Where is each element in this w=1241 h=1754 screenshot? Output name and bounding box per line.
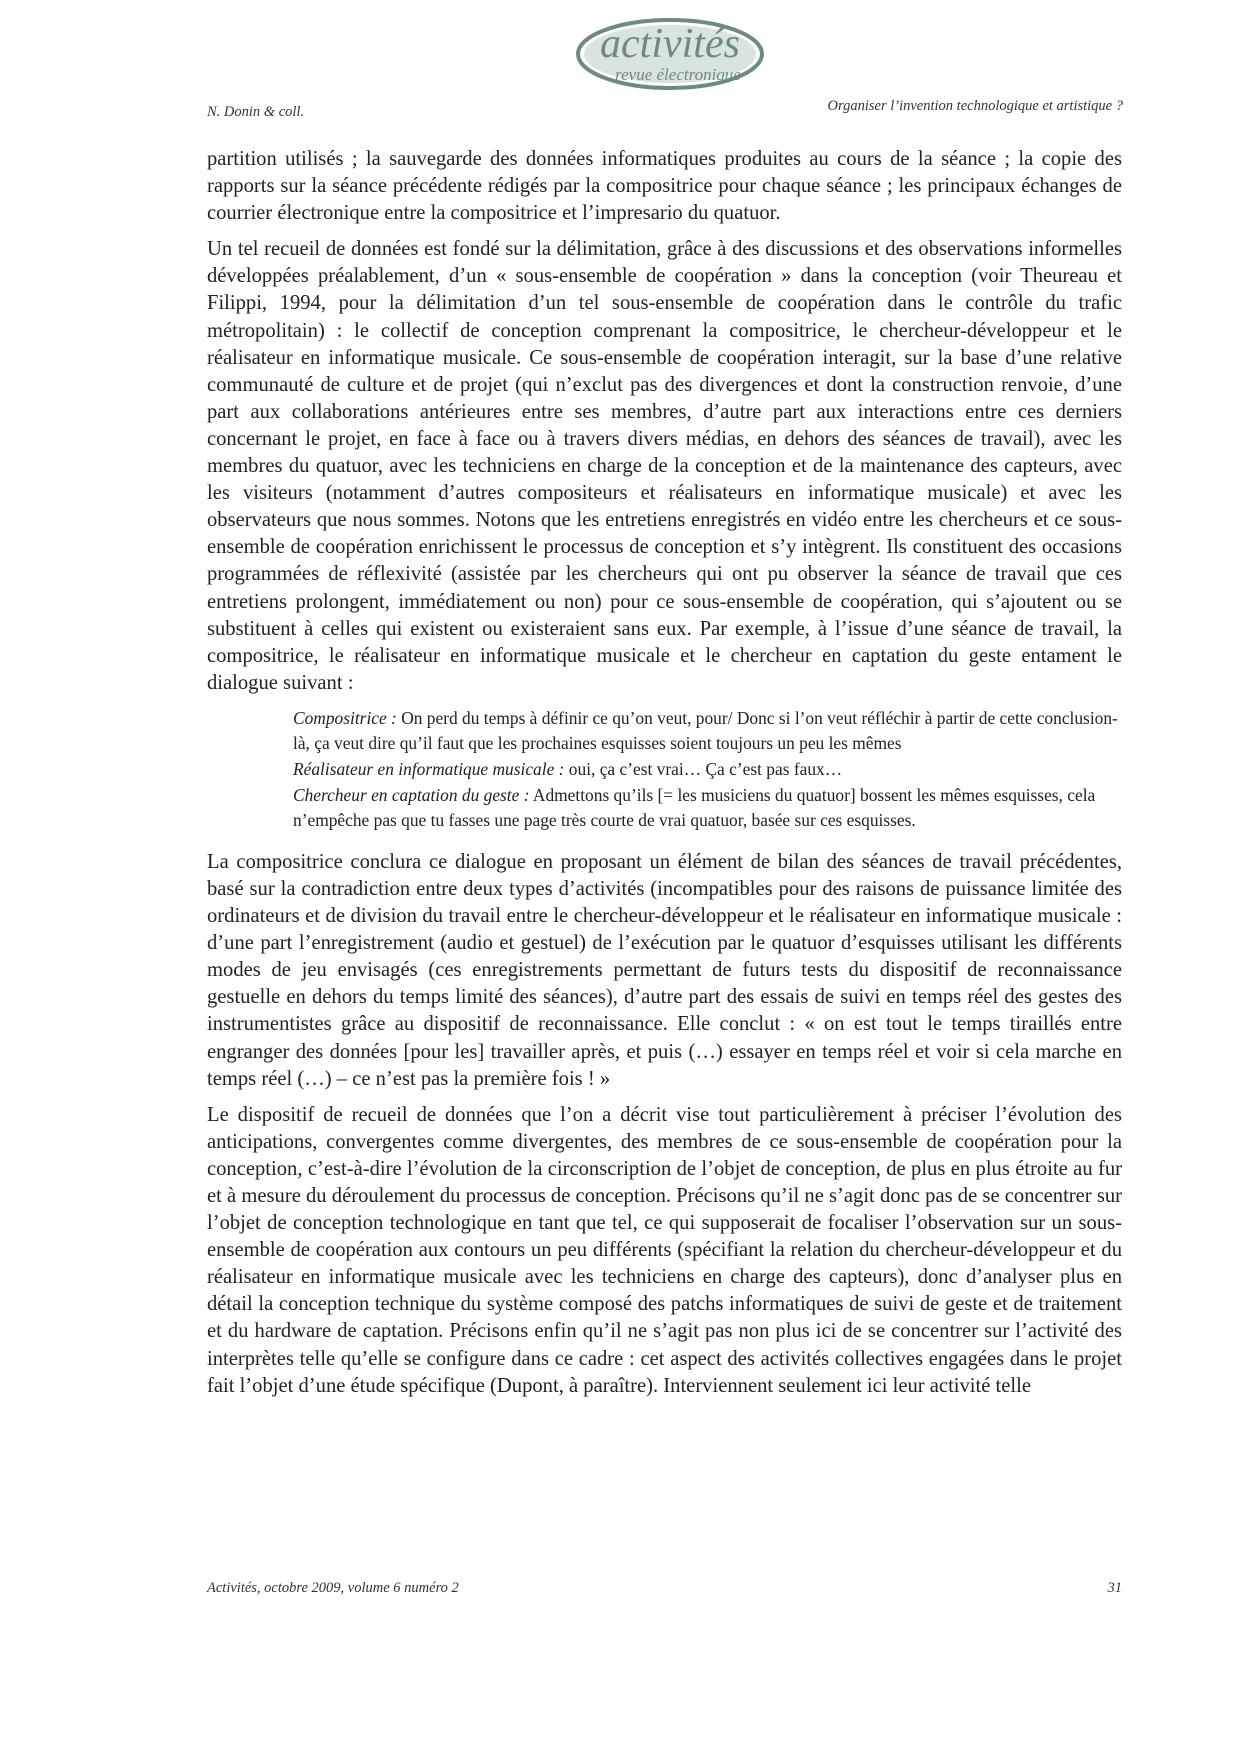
dialogue-quote — [293, 706, 1122, 834]
paragraph-1: partition utilisés ; la sauvegarde des données informatiques produites au cours de la séance ; la copie des rapports sur la séance précédente rédigés par la compositrice pour chaque séance ; les principaux échanges de courrier électronique entre la compositrice et l’impresario du quatuor. — [207, 148, 1122, 225]
paragraph-3: La compositrice conclura ce dialogue en proposant un élément de bilan des séances de travail précédentes, basé sur la contradiction entre deux types d’activités (incompatibles pour des raisons de puissance limitée des ordinateurs et de division du travail entre le chercheur-développeur et le réalisateur en informatique musicale : d’une part l’enregistrement (audio et gestuel) de l’exécution par le quatuor d’esquisses utilisant les différents modes de jeu envisagés (ces enregistrements permettant de futurs tests du dispositif de reconnaissance gestuelle en dehors du temps limité des séances), d’autre part des essais de suivi en temps réel des gestes des instrumentistes grâce au dispositif de reconnaissance. Elle conclut : « on est tout le temps tiraillés entre engranger des données [pour les] travailler après, et puis (…) essayer en temps réel et voir si cela marche en temps réel (…) – ce n’est pas la première fois ! » — [207, 850, 1122, 1090]
logo-emblem — [566, 12, 776, 98]
page-number: 31 — [1107, 1580, 1122, 1596]
page-body — [207, 146, 1122, 1409]
running-header-title: Organiser l’invention technologique et artistique ? — [827, 98, 1123, 114]
paragraph-4: Le dispositif de recueil de données que l’on a décrit vise tout particulièrement à préciser l’évolution des anticipations, convergentes comme divergentes, des membres de ce sous-ensemble de coopération pour la conception, c’est-à-dire l’évolution de la circonscription de l’objet de conception, de plus en plus étroite au fur et à mesure du déroulement du processus de conception. Précisons qu’il ne s’agit donc pas de se concentrer sur l’objet de conception technologique en tant que tel, ce qui supposerait de focaliser l’observation sur un sous-ensemble de coopération aux contours un peu différents (spécifiant la relation du chercheur-développeur et du réalisateur en informatique musicale avec les techniciens en charge des capteurs), donc d’analyser plus en détail la conception technique du système composé des patchs informatiques de suivi de geste et de traitement et du hardware de captation. Précisons enfin qu’il ne s’agit pas non plus ici de se concentrer sur l’activité des interprètes telle qu’elle se configure dans ce cadre : cet aspect des activités collectives engagées dans le projet fait l’objet d’une étude spécifique (Dupont, à paraître). Interviennent seulement ici leur activité telle — [207, 1103, 1122, 1397]
logo-subtitle: revue électronique — [615, 65, 741, 84]
quote-text-1: On perd du temps à définir ce qu’on veut, pour/ Donc si l’on veut réfléchir à partir de cette conclusion-là, ça veut dire qu’il faut que les prochaines esquisses soient toujours un peu les mêmes — [293, 707, 1118, 754]
quote-line-1 — [293, 706, 1122, 757]
quote-text-2: oui, ça c’est vrai… Ça c’est pas faux… — [564, 759, 843, 780]
quote-line-3 — [293, 783, 1122, 834]
running-header-authors: N. Donin & coll. — [207, 104, 305, 120]
footer-journal-info: Activités, octobre 2009, volume 6 numéro 2 — [207, 1580, 459, 1596]
quote-text-3: Admettons qu’ils [= les musiciens du quatuor] bossent les mêmes esquisses, cela n’empêche pas que tu fasses une page très courte de vrai quatuor, basée sur ces esquisses. — [293, 784, 1096, 831]
quote-speaker-3: Chercheur en captation du geste : — [293, 784, 530, 805]
quote-speaker-2: Réalisateur en informatique musicale : — [293, 759, 565, 780]
quote-line-2 — [293, 757, 1122, 783]
journal-logo — [566, 12, 776, 98]
paragraph-2: Un tel recueil de données est fondé sur la délimitation, grâce à des discussions et des observations informelles développées préalablement, d’un « sous-ensemble de coopération » dans la conception (voir Theureau et Filippi, 1994, pour la délimitation d’un tel sous-ensemble de coopération dans le contrôle du trafic métropolitain) : le collectif de conception comprenant la compositrice, le chercheur-développeur et le réalisateur en informatique musicale. Ce sous-ensemble de coopération interagit, sur la base d’une relative communauté de culture et de projet (qui n’exclut pas des divergences et dont la construction renvoie, d’une part aux collaborations antérieures entre ses membres, d’autre part aux interactions entre ces derniers concernant le projet, en face à face ou à travers divers médias, en dehors des séances de travail), avec les membres du quatuor, avec les techniciens en charge de la conception et de la maintenance des capteurs, avec les visiteurs (notamment d’autres compositeurs et réalisateurs en informatique musicale) et avec les observateurs que nous sommes. Notons que les entretiens enregistrés en vidéo entre les chercheurs et ce sous-ensemble de coopération enrichissent le processus de conception et s’y intègrent. Ils constituent des occasions programmées de réflexivité (assistée par les chercheurs qui ont pu observer la séance de travail que ces entretiens prolongent, immédiatement ou non) pour ce sous-ensemble de coopération, qui s’ajoutent ou se substituent à celles qui existent ou existeraient sans eux. Par exemple, à l’issue d’une séance de travail, la compositrice, le réalisateur en informatique musicale et le chercheur en captation du geste entament le dialogue suivant : — [207, 238, 1122, 694]
logo-title: activités — [600, 21, 740, 67]
quote-speaker-1: Compositrice : — [293, 707, 397, 728]
